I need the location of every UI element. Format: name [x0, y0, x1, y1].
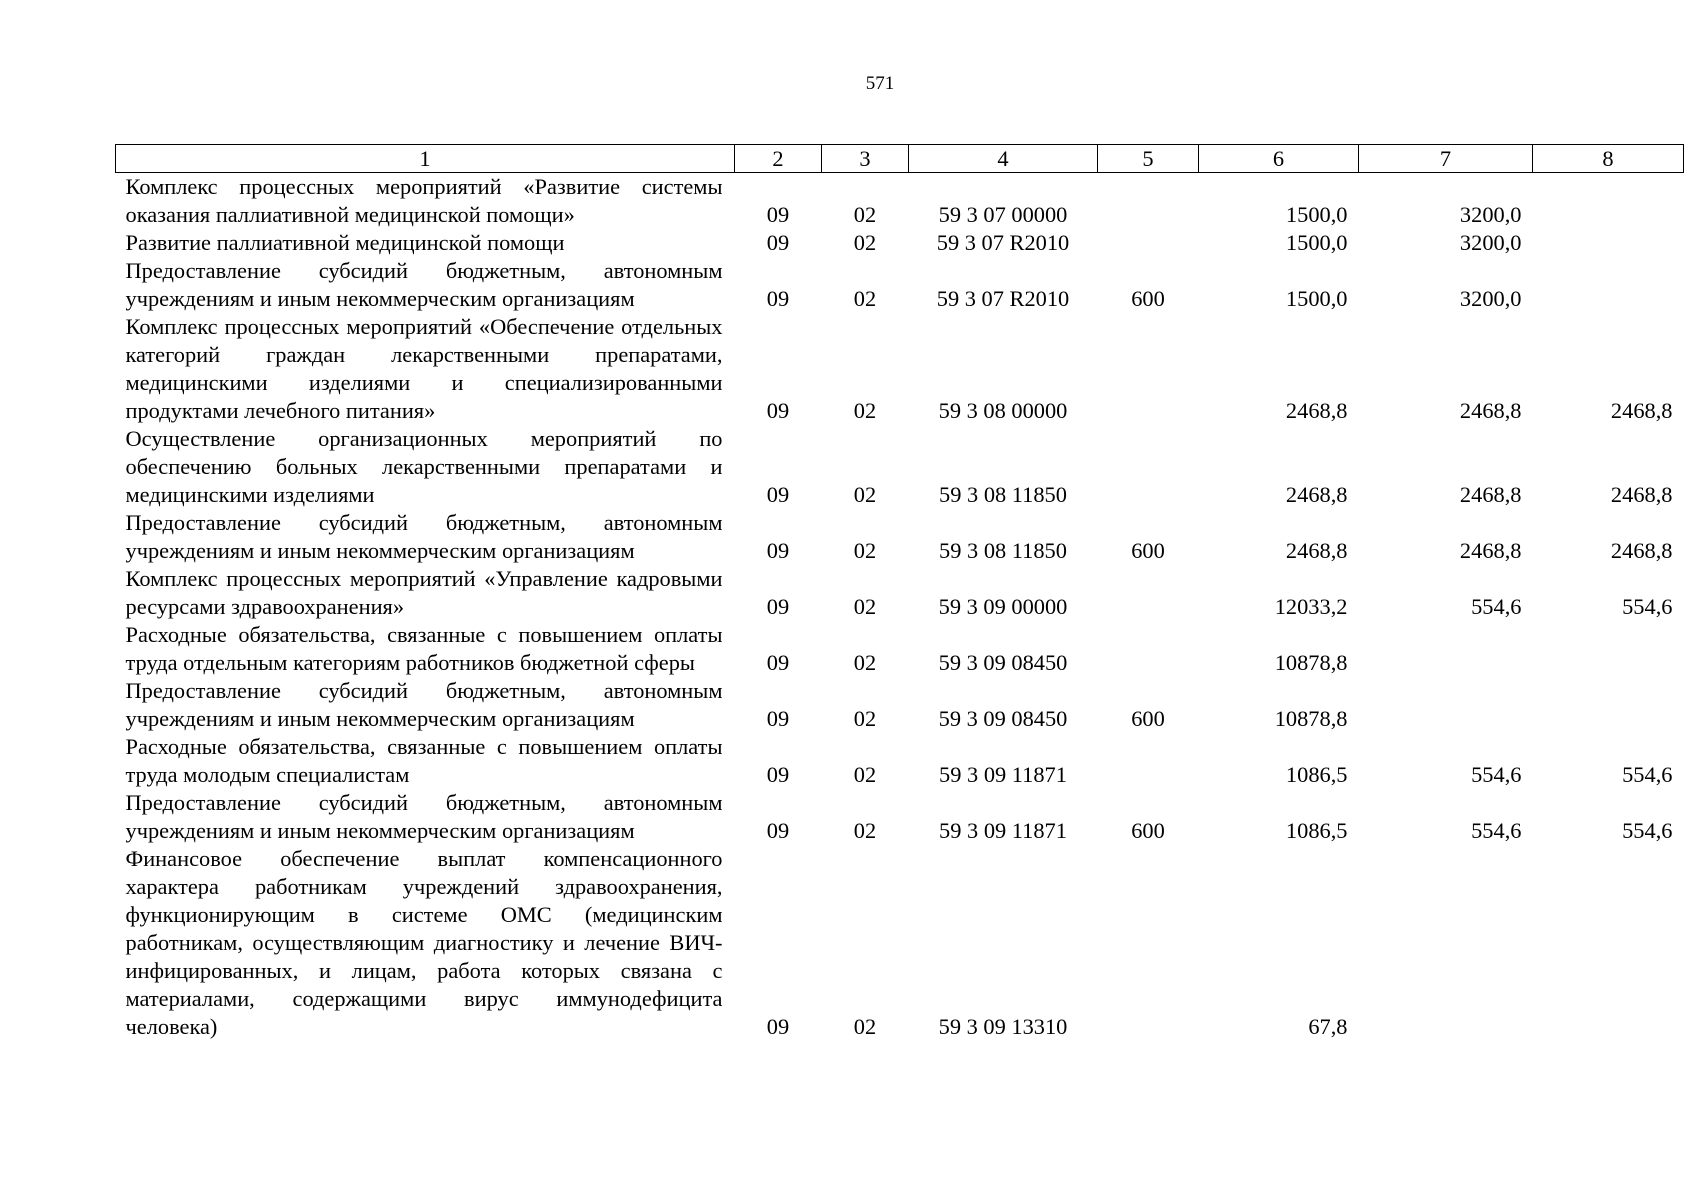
column-header: 7: [1359, 145, 1533, 173]
table-row: [116, 313, 1684, 425]
subsection-code: 02: [853, 1014, 877, 1039]
amount-col8: [1533, 173, 1684, 230]
expense-type-code: 600: [1131, 818, 1165, 843]
page-number: 571: [865, 73, 895, 94]
subsection-code: 02: [853, 482, 877, 507]
subsection-code: 02: [853, 650, 877, 675]
table-row: [116, 257, 1684, 313]
item-name: Предоставление субсидий бюджетным, автономным учреждениям и иным некоммерческим организациям: [125, 678, 723, 731]
section-code: 09: [766, 398, 790, 423]
column-header: 5: [1098, 145, 1199, 173]
amount-col6: 67,8: [1308, 1014, 1348, 1039]
target-article-code: 59 3 07 R2010: [936, 230, 1070, 255]
target-article-code: 59 3 09 11871: [939, 818, 1067, 843]
amount-col6: 1500,0: [1285, 286, 1348, 311]
amount-col8: 2468,8: [1610, 482, 1673, 507]
table-row: [116, 229, 1684, 257]
target-article-code: 59 3 08 00000: [938, 398, 1068, 423]
table-row: [116, 733, 1684, 789]
section-code: 09: [766, 230, 790, 255]
amount-col7: 2468,8: [1459, 398, 1522, 423]
header-row: [116, 145, 1684, 173]
amount-col6: 1500,0: [1285, 230, 1348, 255]
amount-col7: 3200,0: [1459, 286, 1522, 311]
table-row: [116, 173, 1684, 230]
amount-col7: [1359, 845, 1533, 1041]
expense-type-code: [1098, 565, 1199, 621]
column-header: 8: [1533, 145, 1684, 173]
amount-col6: 1086,5: [1285, 818, 1348, 843]
subsection-code: 02: [853, 762, 877, 787]
table-row: [116, 677, 1684, 733]
amount-col7: 3200,0: [1459, 230, 1522, 255]
item-name: Комплекс процессных мероприятий «Управление кадровыми ресурсами здравоохранения»: [125, 566, 723, 619]
amount-col8: 2468,8: [1610, 398, 1673, 423]
amount-col7: 554,6: [1471, 594, 1522, 619]
amount-col6: 2468,8: [1285, 398, 1348, 423]
amount-col7: 2468,8: [1459, 482, 1522, 507]
amount-col7: [1359, 677, 1533, 733]
section-code: 09: [766, 1014, 790, 1039]
expense-type-code: 600: [1131, 538, 1165, 563]
section-code: 09: [766, 706, 790, 731]
column-header: 6: [1199, 145, 1359, 173]
table-body: [116, 173, 1684, 1042]
expense-type-code: [1098, 733, 1199, 789]
target-article-code: 59 3 09 11871: [939, 762, 1067, 787]
subsection-code: 02: [853, 202, 877, 227]
amount-col7: [1359, 621, 1533, 677]
section-code: 09: [766, 538, 790, 563]
table-row: [116, 565, 1684, 621]
expense-type-code: [1098, 845, 1199, 1041]
item-name: Финансовое обеспечение выплат компенсационного характера работникам учреждений здравоохранения, функционирующим в системе ОМС (медицинским работникам, осуществляющим диагностику и лечение ВИЧ-инфицированных, и лицам, работа которых связана с материалами, содержащими вирус иммунодефицита человека): [125, 846, 723, 1039]
amount-col6: 1500,0: [1285, 202, 1348, 227]
amount-col7: 3200,0: [1459, 202, 1522, 227]
target-article-code: 59 3 09 08450: [938, 650, 1068, 675]
subsection-code: 02: [853, 706, 877, 731]
amount-col6: 2468,8: [1285, 538, 1348, 563]
target-article-code: 59 3 09 08450: [938, 706, 1068, 731]
target-article-code: 59 3 07 00000: [938, 202, 1068, 227]
column-header: 3: [822, 145, 909, 173]
table-row: [116, 621, 1684, 677]
item-name: Комплекс процессных мероприятий «Развитие системы оказания паллиативной медицинской помощи»: [125, 174, 723, 227]
expense-type-code: [1098, 621, 1199, 677]
item-name: Предоставление субсидий бюджетным, автономным учреждениям и иным некоммерческим организациям: [125, 258, 723, 311]
table-row: [116, 425, 1684, 509]
item-name: Развитие паллиативной медицинской помощи: [125, 230, 565, 255]
subsection-code: 02: [853, 594, 877, 619]
item-name: Расходные обязательства, связанные с повышением оплаты труда отдельным категориям работников бюджетной сферы: [125, 622, 723, 675]
expense-type-code: 600: [1131, 286, 1165, 311]
amount-col7: 554,6: [1471, 818, 1522, 843]
expense-type-code: [1098, 173, 1199, 230]
section-code: 09: [766, 482, 790, 507]
section-code: 09: [766, 202, 790, 227]
subsection-code: 02: [853, 538, 877, 563]
section-code: 09: [766, 286, 790, 311]
amount-col6: 10878,8: [1274, 650, 1348, 675]
column-header: 4: [909, 145, 1098, 173]
table-row: [116, 845, 1684, 1041]
target-article-code: 59 3 08 11850: [939, 538, 1067, 563]
item-name: Предоставление субсидий бюджетным, автономным учреждениям и иным некоммерческим организациям: [125, 790, 723, 843]
amount-col8: [1533, 229, 1684, 257]
expense-type-code: [1098, 313, 1199, 425]
amount-col6: 10878,8: [1274, 706, 1348, 731]
subsection-code: 02: [853, 286, 877, 311]
table-row: [116, 509, 1684, 565]
amount-col8: 554,6: [1622, 594, 1673, 619]
amount-col6: 12033,2: [1274, 594, 1348, 619]
expense-type-code: [1098, 425, 1199, 509]
amount-col8: [1533, 677, 1684, 733]
subsection-code: 02: [853, 398, 877, 423]
subsection-code: 02: [853, 230, 877, 255]
target-article-code: 59 3 07 R2010: [936, 286, 1070, 311]
amount-col8: 554,6: [1622, 762, 1673, 787]
amount-col8: [1533, 845, 1684, 1041]
amount-col8: 2468,8: [1610, 538, 1673, 563]
target-article-code: 59 3 09 00000: [938, 594, 1068, 619]
target-article-code: 59 3 08 11850: [939, 482, 1067, 507]
amount-col7: 2468,8: [1459, 538, 1522, 563]
item-name: Предоставление субсидий бюджетным, автономным учреждениям и иным некоммерческим организациям: [125, 510, 723, 563]
amount-col8: 554,6: [1622, 818, 1673, 843]
section-code: 09: [766, 650, 790, 675]
target-article-code: 59 3 09 13310: [938, 1014, 1068, 1039]
item-name: Осуществление организационных мероприятий по обеспечению больных лекарственными препаратами и медицинскими изделиями: [125, 426, 723, 507]
expense-type-code: [1098, 229, 1199, 257]
budget-table: [115, 144, 1684, 1041]
column-header: 1: [116, 145, 735, 173]
item-name: Расходные обязательства, связанные с повышением оплаты труда молодым специалистам: [125, 734, 723, 787]
item-name: Комплекс процессных мероприятий «Обеспечение отдельных категорий граждан лекарственными препаратами, медицинскими изделиями и специализированными продуктами лечебного питания»: [125, 314, 723, 423]
table-header: [116, 145, 1684, 173]
table-row: [116, 789, 1684, 845]
amount-col6: 1086,5: [1285, 762, 1348, 787]
amount-col7: 554,6: [1471, 762, 1522, 787]
amount-col6: 2468,8: [1285, 482, 1348, 507]
amount-col8: [1533, 257, 1684, 313]
column-header: 2: [735, 145, 822, 173]
subsection-code: 02: [853, 818, 877, 843]
section-code: 09: [766, 818, 790, 843]
amount-col8: [1533, 621, 1684, 677]
section-code: 09: [766, 762, 790, 787]
expense-type-code: 600: [1131, 706, 1165, 731]
section-code: 09: [766, 594, 790, 619]
